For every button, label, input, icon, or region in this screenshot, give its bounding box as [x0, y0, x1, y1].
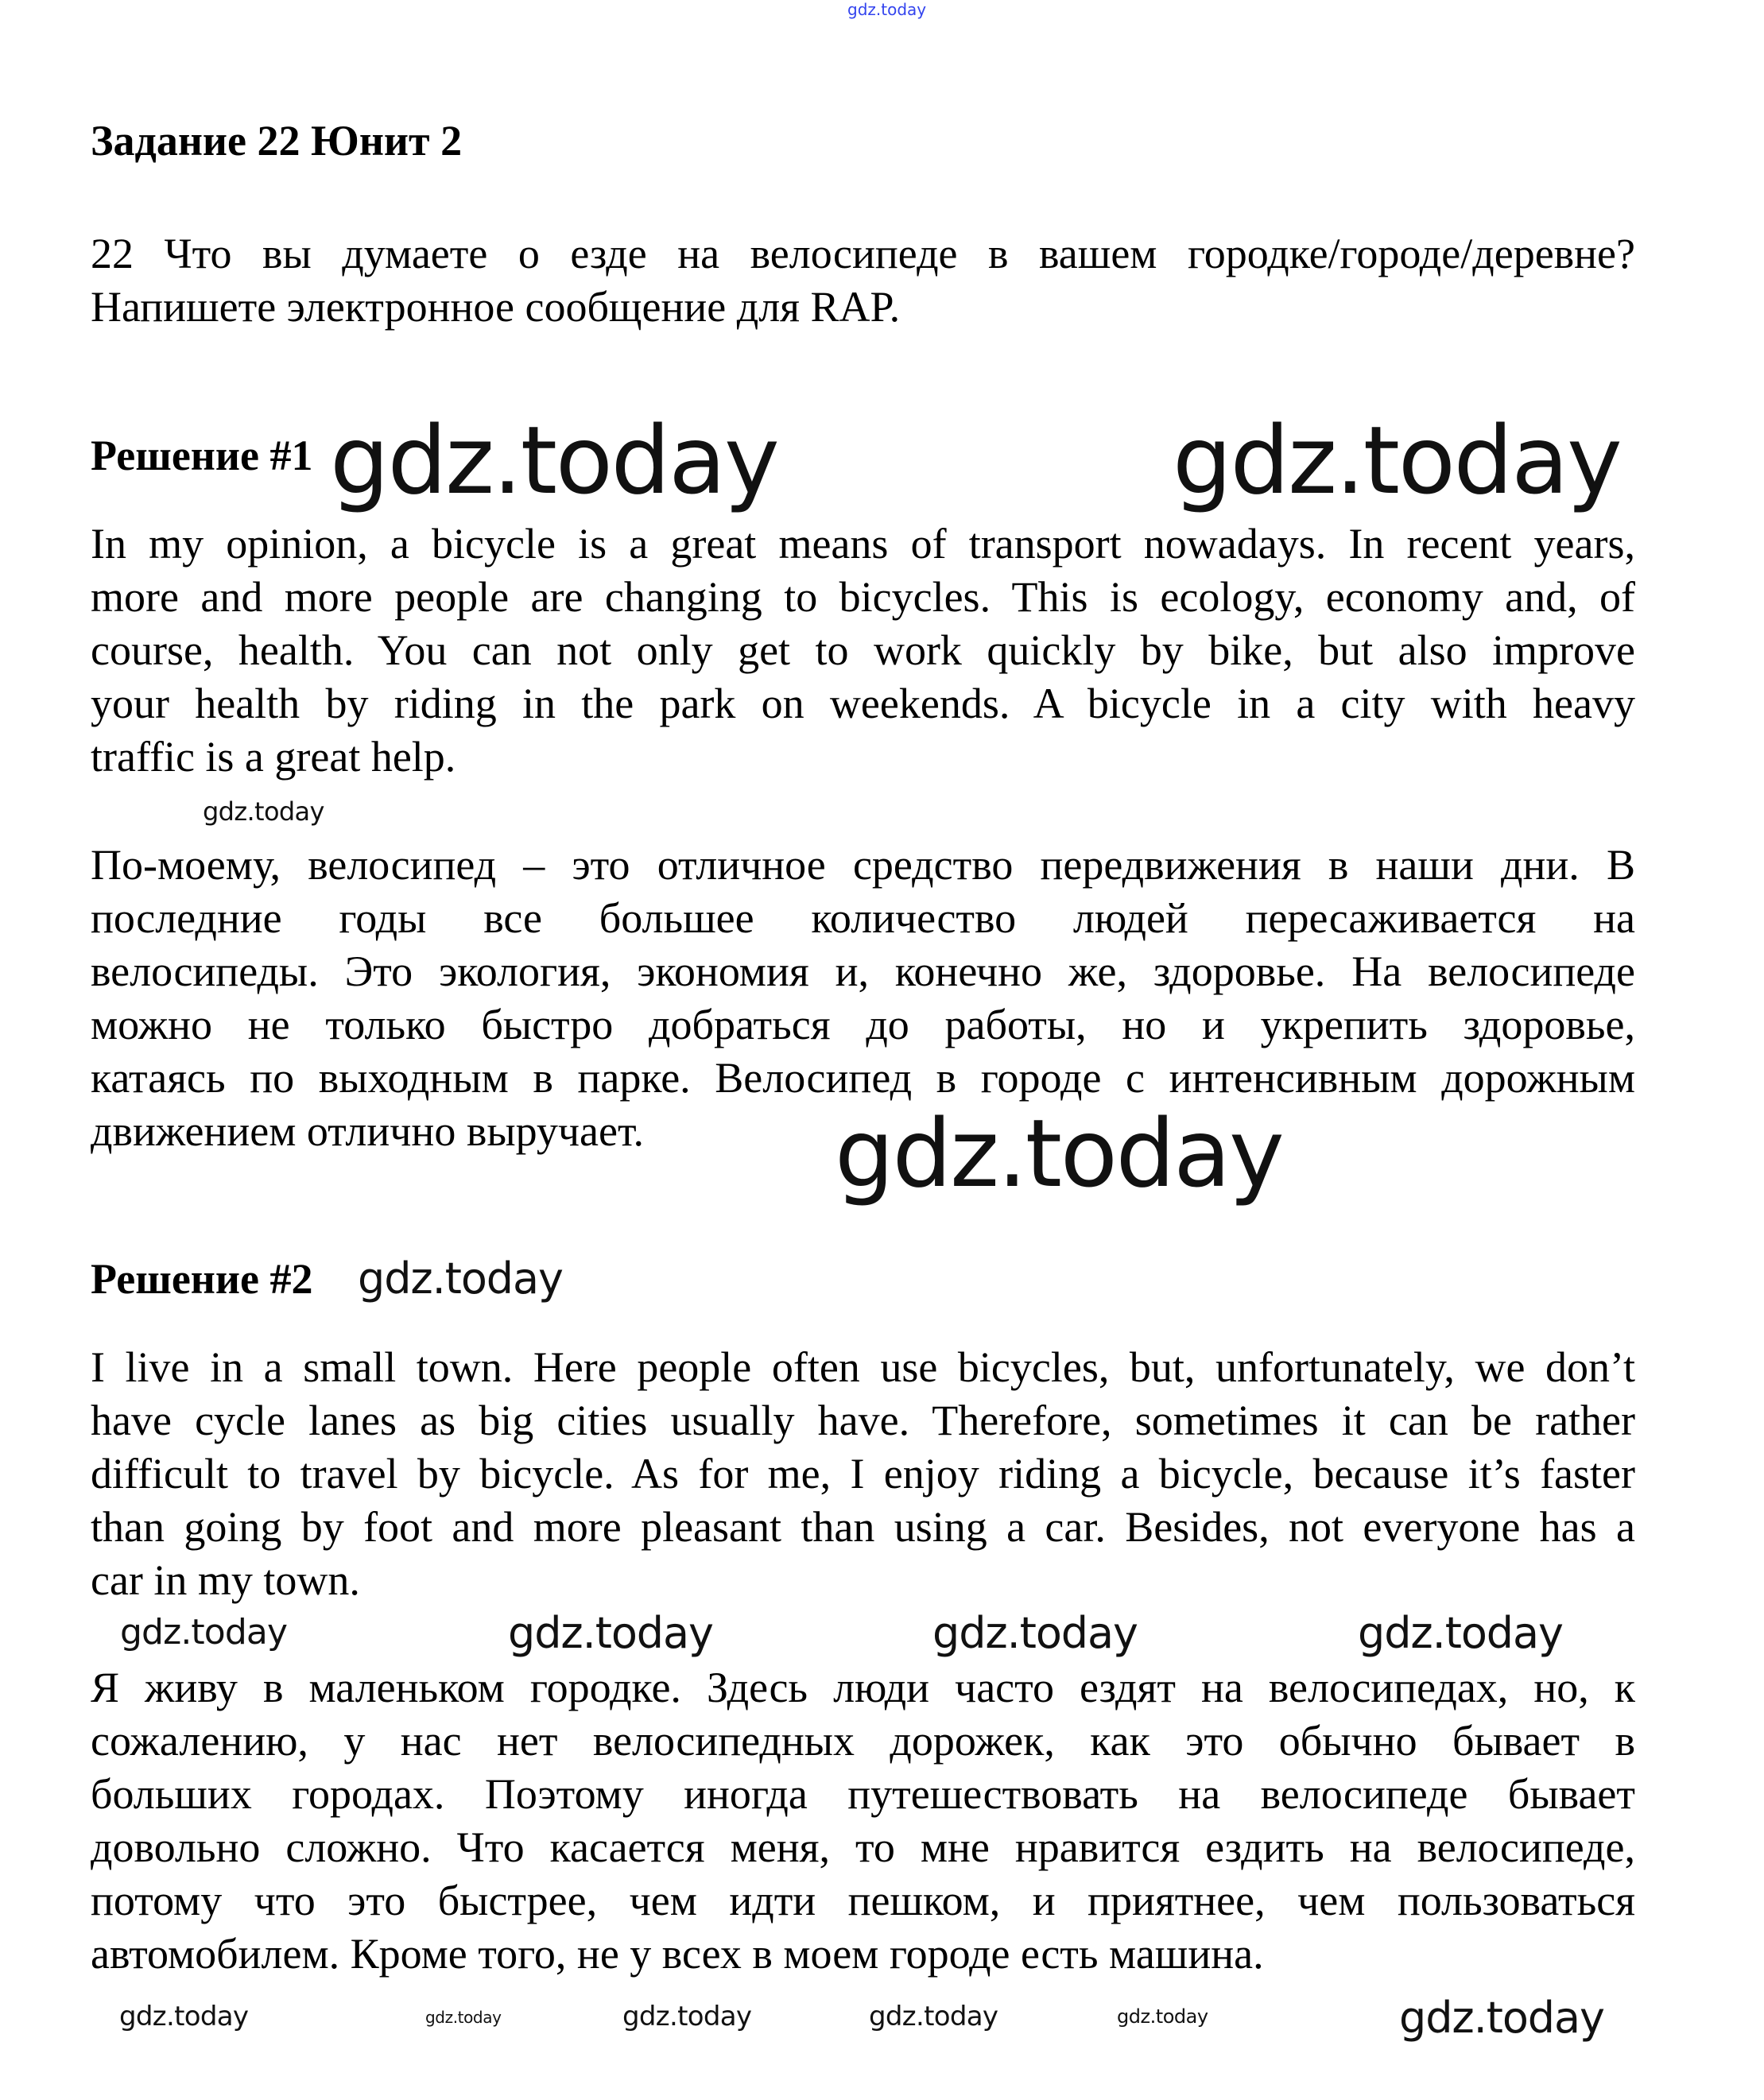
text-line: сожалению, у нас нет велосипедных дорожек, как это обычно бывает в: [91, 1717, 1635, 1765]
text-line: than going by foot and more pleasant than using a car. Besides, not everyone has a: [91, 1503, 1635, 1551]
text-line: По-моему, велосипед – это отличное средство передвижения в наши дни. В: [91, 841, 1635, 889]
watermark: gdz.today: [1117, 2005, 1208, 2028]
watermark: gdz.today: [932, 1608, 1138, 1658]
solution-1-heading: Решение #1: [91, 432, 313, 479]
text-line: car in my town.: [91, 1556, 360, 1604]
text-line: traffic is a great help.: [91, 733, 456, 781]
solution-1-english: [91, 517, 1635, 784]
watermark: gdz.today: [835, 1098, 1283, 1208]
text-line: In my opinion, a bicycle is a great means of transport nowadays. In recent years,: [91, 520, 1635, 568]
watermark: gdz.today: [425, 2008, 502, 2027]
task-text: [91, 227, 1635, 334]
solution-2-heading: Решение #2: [91, 1255, 313, 1303]
text-line: more and more people are changing to bicycles. This is ecology, economy and, of: [91, 573, 1635, 621]
text-line: довольно сложно. Что касается меня, то мне нравится ездить на велосипеде,: [91, 1823, 1635, 1871]
watermark: gdz.today: [869, 2001, 998, 2032]
text-line: course, health. You can not only get to work quickly by bike, but also improve: [91, 626, 1635, 674]
watermark: gdz.today: [1173, 405, 1621, 515]
task-line: Напишете электронное сообщение для RAP.: [91, 283, 901, 331]
watermark: gdz.today: [203, 796, 324, 827]
watermark: gdz.today: [1399, 1993, 1604, 2043]
text-line: have cycle lanes as big cities usually have. Therefore, sometimes it can be rather: [91, 1397, 1635, 1444]
text-line: your health by riding in the park on weekends. A bicycle in a city with heavy: [91, 680, 1635, 727]
text-line: последние годы все большее количество людей пересаживается на: [91, 894, 1635, 942]
page-title: Задание 22 Юнит 2: [91, 117, 463, 165]
watermark: gdz.today: [1358, 1608, 1563, 1658]
top-watermark: gdz.today: [847, 0, 927, 19]
text-line: Я живу в маленьком городке. Здесь люди часто ездят на велосипедах, но, к: [91, 1664, 1635, 1711]
text-line: автомобилем. Кроме того, не у всех в моем городе есть машина.: [91, 1930, 1264, 1978]
watermark: gdz.today: [330, 405, 778, 515]
solution-2-russian: [91, 1661, 1635, 1981]
text-line: больших городах. Поэтому иногда путешествовать на велосипеде бывает: [91, 1770, 1635, 1818]
text-line: difficult to travel by bicycle. As for me, I enjoy riding a bicycle, because it’s faster: [91, 1450, 1635, 1498]
text-line: потому что это быстрее, чем идти пешком, и приятнее, чем пользоваться: [91, 1877, 1635, 1924]
watermark: gdz.today: [358, 1253, 563, 1304]
text-line: I live in a small town. Here people often use bicycles, but, unfortunately, we don’t: [91, 1343, 1635, 1391]
watermark: gdz.today: [508, 1608, 713, 1658]
watermark: gdz.today: [119, 2001, 249, 2032]
watermark: gdz.today: [120, 1612, 288, 1652]
text-line: велосипеды. Это экология, экономия и, конечно же, здоровье. На велосипеде: [91, 947, 1635, 995]
solution-2-english: [91, 1341, 1635, 1607]
watermark: gdz.today: [622, 2001, 752, 2032]
text-line: движением отлично выручает.: [91, 1107, 645, 1155]
text-line: можно не только быстро добраться до работы, но и укрепить здоровье,: [91, 1001, 1635, 1048]
text-line: катаясь по выходным в парке. Велосипед в городе с интенсивным дорожным: [91, 1054, 1635, 1102]
task-line: 22 Что вы думаете о езде на велосипеде в вашем городке/городе/деревне?: [91, 230, 1635, 277]
